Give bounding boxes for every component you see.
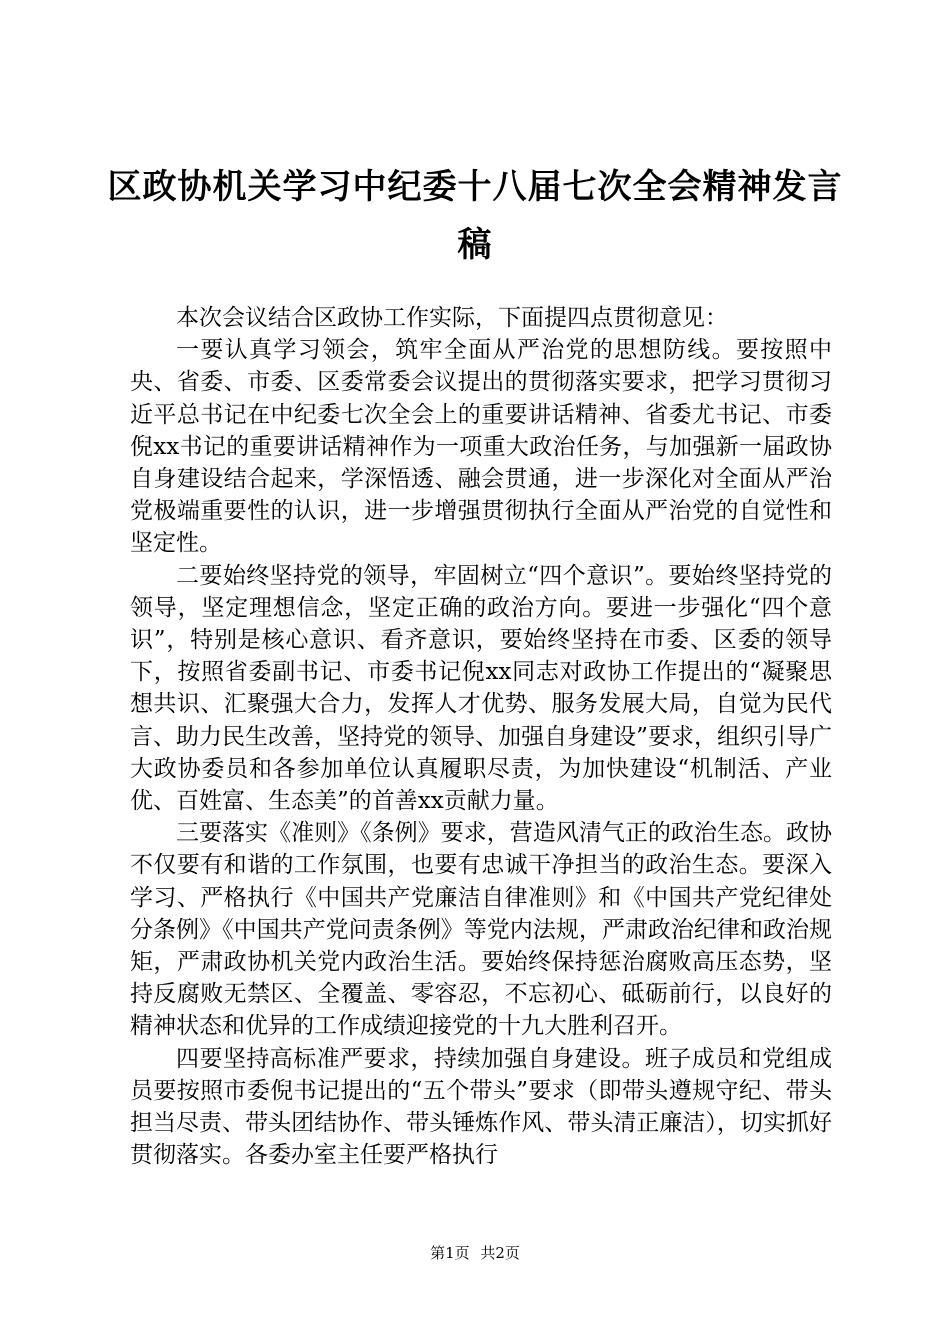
document-title: 区政协机关学习中纪委十八届七次全会精神发言稿 <box>107 167 843 265</box>
page-number-current: 第1页 <box>430 1244 470 1262</box>
document-body <box>130 302 832 1171</box>
paragraph-point-two: 二要始终坚持党的领导，牢固树立“四个意识”。要始终坚持党的领导，坚定理想信念，坚定正确的政治方向。要进一步强化“四个意识”，特别是核心意识、看齐意识，要始终坚持在市委、区委的领导下，按照省委副书记、市委书记倪xx同志对政协工作提出的“凝聚思想共识、汇聚强大合力，发挥人才优势、服务发展大局，自觉为民代言、助力民生改善，坚持党的领导、加强自身建设”要求，组织引导广大政协委员和各参加单位认真履职尽责，为加快建设“机制活、产业优、百姓富、生态美”的首善xx贡献力量。 <box>130 562 832 815</box>
paragraph-point-one: 一要认真学习领会，筑牢全面从严治党的思想防线。要按照中央、省委、市委、区委常委会议提出的贯彻落实要求，把学习贯彻习近平总书记在中纪委七次全会上的重要讲话精神、省委尤书记、市委倪xx书记的重要讲话精神作为一项重大政治任务，与加强新一届政协自身建设结合起来，学深悟透、融会贯通，进一步深化对全面从严治党极端重要性的认识，进一步增强贯彻执行全面从严治党的自觉性和坚定性。 <box>130 337 832 557</box>
page-number-total: 共2页 <box>480 1244 520 1262</box>
paragraph-intro: 本次会议结合区政协工作实际，下面提四点贯彻意见： <box>176 305 728 331</box>
paragraph-point-three: 三要落实《准则》《条例》要求，营造风清气正的政治生态。政协不仅要有和谐的工作氛围，也要有忠诚干净担当的政治生态。要深入学习、严格执行《中国共产党廉洁自律准则》和《中国共产党纪律处分条例》《中国共产党问责条例》等党内法规，严肃政治纪律和政治规矩，严肃政协机关党内政治生活。要始终保持惩治腐败高压态势，坚持反腐败无禁区、全覆盖、零容忍，不忘初心、砥砺前行，以良好的精神状态和优异的工作成绩迎接党的十九大胜利召开。 <box>130 820 832 1040</box>
page-footer <box>0 1243 950 1263</box>
paragraph-point-four: 四要坚持高标准严要求，持续加强自身建设。班子成员和党组成员要按照市委倪书记提出的“五个带头”要求（即带头遵规守纪、带头担当尽责、带头团结协作、带头锤炼作风、带头清正廉洁），切实抓好贯彻落实。各委办室主任要严格执行 <box>130 1045 832 1169</box>
